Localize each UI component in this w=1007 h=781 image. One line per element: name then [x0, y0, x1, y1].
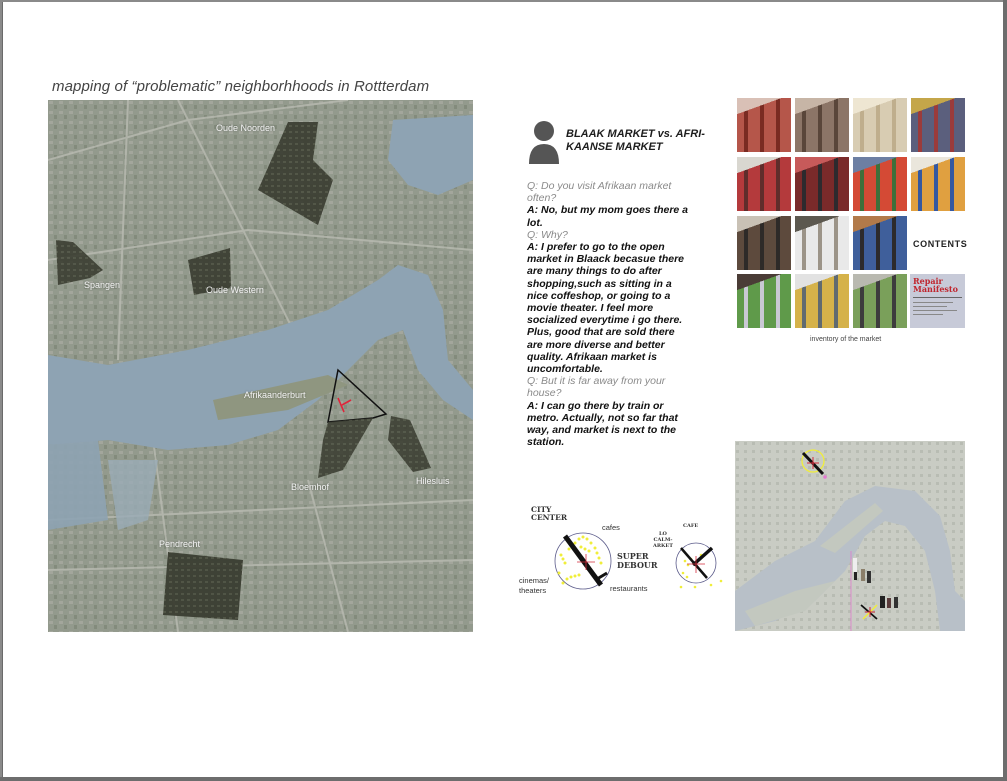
- rotterdam-aerial-map: [48, 100, 473, 632]
- blaak-station-dot: [823, 475, 827, 479]
- text-line: market in Blaack becasue there: [527, 253, 684, 266]
- headline-line-2: KAANSE MARKET: [566, 141, 663, 153]
- map-graphic: [48, 100, 473, 632]
- page-frame-right: [1003, 0, 1007, 781]
- label-restaurants: restaurants: [610, 584, 648, 593]
- label-spangen: Spangen: [84, 280, 121, 290]
- market-photo-white-stall: [795, 216, 849, 270]
- label-oude-noorden: Oude Noorden: [216, 123, 276, 133]
- text-line: uncomfortable.: [527, 363, 603, 376]
- market-photo-fruit-stall: [737, 157, 791, 211]
- market-photo-stalls-street: [853, 274, 907, 328]
- label-bloemhof: Bloemhof: [291, 482, 330, 492]
- route-aerial-map: [735, 441, 965, 631]
- interview-answer: [527, 400, 712, 449]
- market-photo-tomatoes-stall: [853, 157, 907, 211]
- interview-question: [527, 180, 712, 204]
- route-map-graphic: [735, 441, 965, 631]
- page-frame-bottom: [0, 777, 1007, 781]
- text-line: lot.: [527, 216, 543, 229]
- text-line: Q: But it is far away from your: [527, 375, 666, 388]
- page-title: mapping of “problematic” neighborhhoods in Rottterdam: [52, 78, 430, 95]
- text-line: Plus, good that are sold there: [527, 326, 675, 339]
- repair-manifesto-cover: [910, 274, 965, 328]
- market-photo-market-people: [737, 216, 791, 270]
- text-line: often?: [527, 192, 557, 205]
- text-line: A: I can go there by train or: [527, 399, 664, 412]
- market-photo-vendor: [911, 157, 965, 211]
- text-line: metro. Actually, not so far that: [527, 411, 678, 424]
- interview-question: [527, 375, 712, 399]
- text-line: house?: [527, 387, 562, 400]
- interview-headline: [566, 128, 706, 154]
- market-photo-shoppers: [795, 274, 849, 328]
- text-line: A: I prefer to go to the open: [527, 241, 665, 254]
- market-photo-crowd-umbrella: [853, 216, 907, 270]
- label-cafes: cafes: [602, 523, 620, 532]
- text-line: shopping,such as sitting in a: [527, 277, 672, 290]
- text-line: way, and market is next to the: [527, 424, 676, 437]
- market-photo-nuts-stall: [795, 98, 849, 152]
- market-photo-fabric-bags: [853, 98, 907, 152]
- text-line: Q: Do you visit Afrikaan market: [527, 180, 672, 192]
- text-line: Q: Why?: [527, 228, 568, 241]
- interview-qa: [527, 180, 712, 448]
- text-line: nice coffeshop, or going to a: [527, 289, 671, 302]
- headline-line-1: BLAAK MARKET vs. AFRI-: [566, 128, 705, 140]
- contents-label: CONTENTS: [913, 239, 968, 249]
- label-afrikaanderburt: Afrikaanderburt: [244, 390, 306, 400]
- market-diagrams: [519, 503, 725, 603]
- label-city-center: CITY CENTER: [531, 505, 568, 522]
- repair-manifesto-title: Repair Manifesto: [913, 276, 958, 294]
- label-cinemas-theaters: cinemas/ theaters: [519, 576, 550, 595]
- interview-answer: [527, 241, 712, 375]
- label-pendrecht: Pendrecht: [159, 539, 201, 549]
- market-photo-produce-stall: [737, 98, 791, 152]
- interview-question: [527, 229, 712, 241]
- afrikaanse-diagram: [676, 543, 722, 588]
- market-photo-clothing-rack: [911, 98, 965, 152]
- blaak-diagram: [555, 533, 611, 589]
- market-photo-bags-stall: [795, 157, 849, 211]
- label-cafe: CAFE: [683, 523, 699, 529]
- text-line: are many things to do after: [527, 265, 662, 278]
- text-line: station.: [527, 436, 565, 449]
- person-icon: [527, 120, 559, 166]
- interview-answer: [527, 204, 712, 228]
- label-oude-western: Oude Western: [206, 285, 264, 295]
- text-line: A: No, but my mom goes there a: [527, 204, 689, 217]
- text-line: quality. Afrikaan market is: [527, 350, 657, 363]
- harbor: [48, 440, 108, 530]
- market-photo-sign-street: [737, 274, 791, 328]
- highlight-pendrecht: [163, 552, 243, 620]
- inventory-caption: inventory of the market: [810, 336, 882, 343]
- label-hillesluis: Hilesluis: [416, 476, 450, 486]
- text-line: movie theater. I feel more: [527, 302, 654, 315]
- label-super-debour: SUPER DEBOUR: [617, 551, 658, 570]
- text-line: are more diverse and better: [527, 338, 665, 351]
- text-line: socialized everytime i go there.: [527, 314, 683, 327]
- label-calm-market: LO CALM- ARKET: [653, 531, 673, 549]
